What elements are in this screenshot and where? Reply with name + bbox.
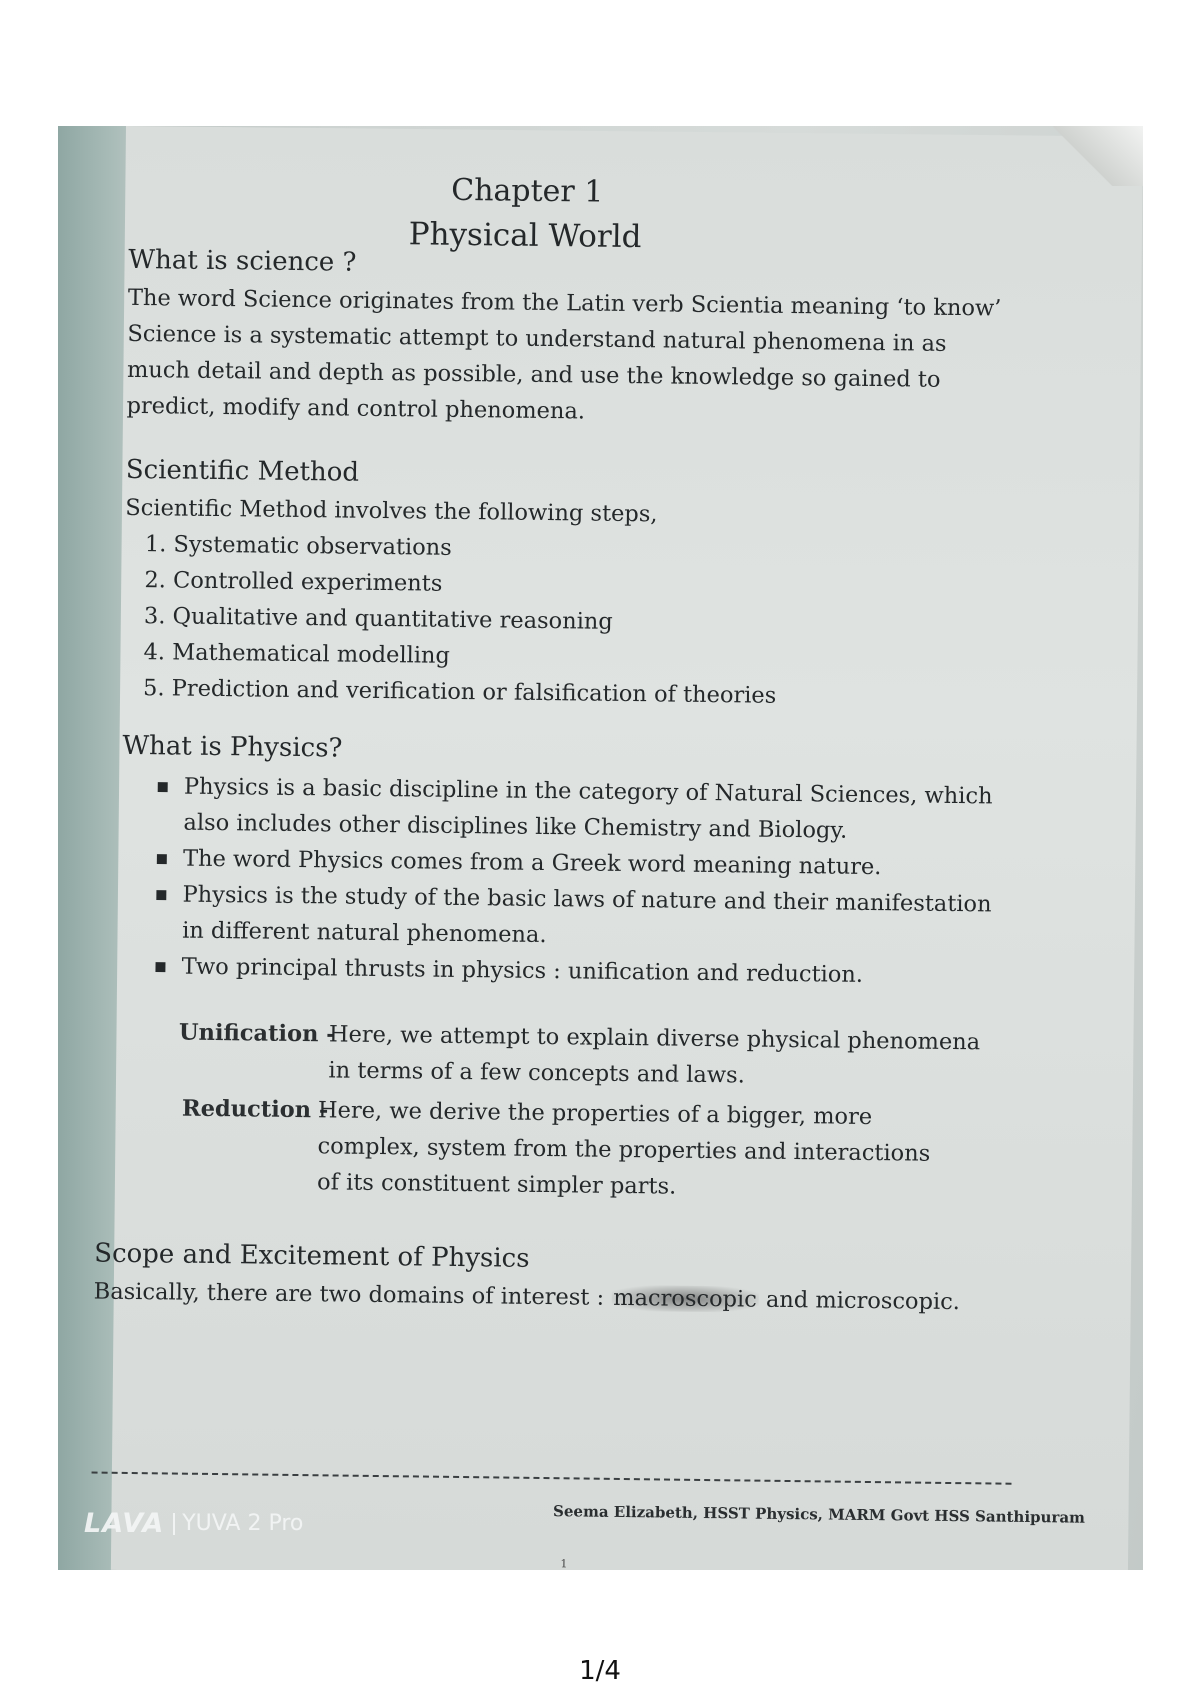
scanned-page-photo (58, 126, 1143, 1570)
method-step: 1. Systematic observations (144, 531, 452, 561)
physics-bullet: ▪ The word Physics comes from a Greek word meaning nature. (183, 846, 882, 881)
printed-page-number: 1 (560, 1557, 568, 1570)
heading-scope: Scope and Excitement of Physics (94, 1238, 530, 1274)
science-line-3: much detail and depth as possible, and use the knowledge so gained to (126, 356, 941, 393)
heading-what-is-science: What is science ? (128, 244, 357, 278)
physics-bullet-continuation: also includes other disciplines like Chemistry and Biology. (183, 809, 848, 844)
watermark-model: YUVA 2 Pro (182, 1511, 304, 1536)
chapter-number: Chapter 1 (451, 172, 604, 210)
dashed-divider (92, 1472, 1012, 1485)
reduction-line-2: complex, system from the properties and interactions (317, 1133, 931, 1167)
chapter-title: Physical World (408, 216, 642, 256)
watermark-separator (173, 1513, 175, 1535)
method-step: 5. Prediction and verification or falsification of theories (142, 675, 777, 709)
scope-line (94, 1279, 960, 1316)
heading-scientific-method: Scientific Method (125, 454, 360, 488)
scope-line-end: and microscopic. (758, 1286, 961, 1316)
unification-label: Unification - (178, 1019, 336, 1048)
physics-bullet-continuation: in different natural phenomena. (182, 917, 547, 949)
smudged-word: macroscopic (613, 1284, 757, 1313)
method-step: 2. Controlled experiments (144, 567, 443, 597)
scope-line-start: Basically, there are two domains of interest : (93, 1278, 612, 1311)
reduction-label: Reduction - (181, 1095, 329, 1124)
reduction-line-3: of its constituent simpler parts. (316, 1169, 677, 1200)
lava-logo: LAVA (84, 1508, 165, 1539)
unification-line-1: Here, we attempt to explain diverse physical phenomena (328, 1021, 981, 1056)
camera-watermark (84, 1508, 303, 1539)
science-line-4: predict, modify and control phenomena. (126, 392, 586, 425)
footer-credit: Seema Elizabeth, HSST Physics, MARM Govt HSS Santhipuram (553, 1502, 1086, 1527)
viewer-page-indicator: 1/4 (579, 1656, 621, 1686)
physics-bullet: ▪ Two principal thrusts in physics : unification and reduction. (182, 954, 864, 988)
heading-what-is-physics: What is Physics? (122, 730, 343, 764)
unification-line-2: in terms of a few concepts and laws. (328, 1057, 745, 1089)
reduction-line-1: Here, we derive the properties of a bigger, more (317, 1097, 873, 1131)
method-step: 3. Qualitative and quantitative reasoning (143, 603, 613, 635)
science-line-2: Science is a systematic attempt to understand natural phenomena in as (127, 320, 947, 357)
physics-bullet: ▪ Physics is the study of the basic laws of nature and their manifestation (182, 882, 991, 918)
method-intro: Scientific Method involves the following steps, (125, 494, 658, 528)
method-step: 4. Mathematical modelling (143, 639, 451, 669)
science-line-1: The word Science originates from the Latin verb Scientia meaning ‘to know’ (127, 284, 1002, 322)
physics-bullet: ▪ Physics is a basic discipline in the category of Natural Sciences, which (184, 774, 993, 810)
page-content (58, 126, 1143, 1570)
